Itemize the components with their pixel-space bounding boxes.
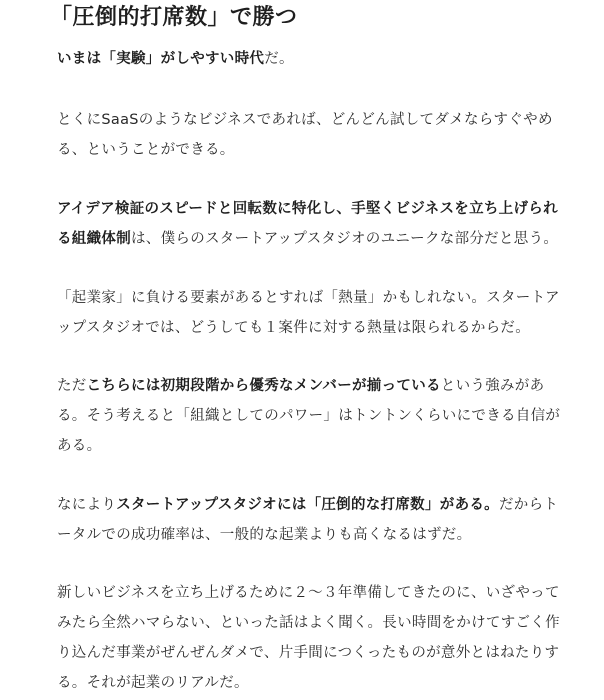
paragraph-7-line-1: 新しいビジネスを立ち上げるために２～３年準備してきたのに、いざやって — [57, 585, 560, 601]
paragraph-5 — [57, 371, 560, 461]
section-heading: 「圧倒的打席数」で勝つ — [50, 5, 298, 30]
paragraph-2-line-1: とくにSaaSのようなビジネスであれば、どんどん試してダメならすぐやめ — [57, 112, 553, 128]
paragraph-2-line-2: る、ということができる。 — [57, 142, 235, 158]
paragraph-6 — [57, 490, 558, 550]
paragraph-3 — [57, 194, 558, 254]
paragraph-5-line-3: ある。 — [57, 438, 102, 454]
paragraph-4-line-1: 「起業家」に負ける要素があるとすれば「熱量」かもしれない。スタートア — [57, 290, 560, 306]
paragraph-3-line-2: る組織体制は、僕らのスタートアップスタジオのユニークな部分だと思う。 — [57, 231, 559, 247]
paragraph-5-line-2: る。そう考えると「組織としてのパワー」はトントンくらいにできる自信が — [57, 408, 561, 424]
paragraph-4 — [57, 283, 560, 343]
paragraph-4-line-2: ップスタジオでは、どうしても１案件に対する熱量は限られるからだ。 — [57, 320, 531, 336]
paragraph-1 — [57, 44, 294, 74]
paragraph-7-line-4: る。それが起業のリアルだ。 — [57, 675, 249, 691]
paragraph-1-line-1: いまは「実験」がしやすい時代だ。 — [57, 51, 294, 67]
paragraph-7 — [57, 578, 560, 698]
paragraph-1-bold: いまは「実験」がしやすい時代 — [57, 51, 265, 67]
paragraph-6-line-1: なによりスタートアップスタジオには「圧倒的な打席数」がある。だからト — [57, 497, 559, 513]
paragraph-3-line-1: アイデア検証のスピードと回転数に特化し、手堅くビジネスを立ち上げられ — [57, 201, 558, 217]
paragraph-2 — [57, 105, 553, 165]
paragraph-5-line-1: ただこちらには初期段階から優秀なメンバーが揃っているという強みがあ — [57, 378, 545, 394]
paragraph-7-line-3: り込んだ事業がぜんぜんダメで、片手間につくったものが意外とはねたりす — [57, 645, 560, 661]
paragraph-7-line-2: みたら全然ハマらない、といった話はよく聞く。長い時間をかけてすごく作 — [57, 615, 560, 631]
paragraph-6-line-2: ータルでの成功確率は、一般的な起業よりも高くなるはずだ。 — [57, 527, 472, 543]
